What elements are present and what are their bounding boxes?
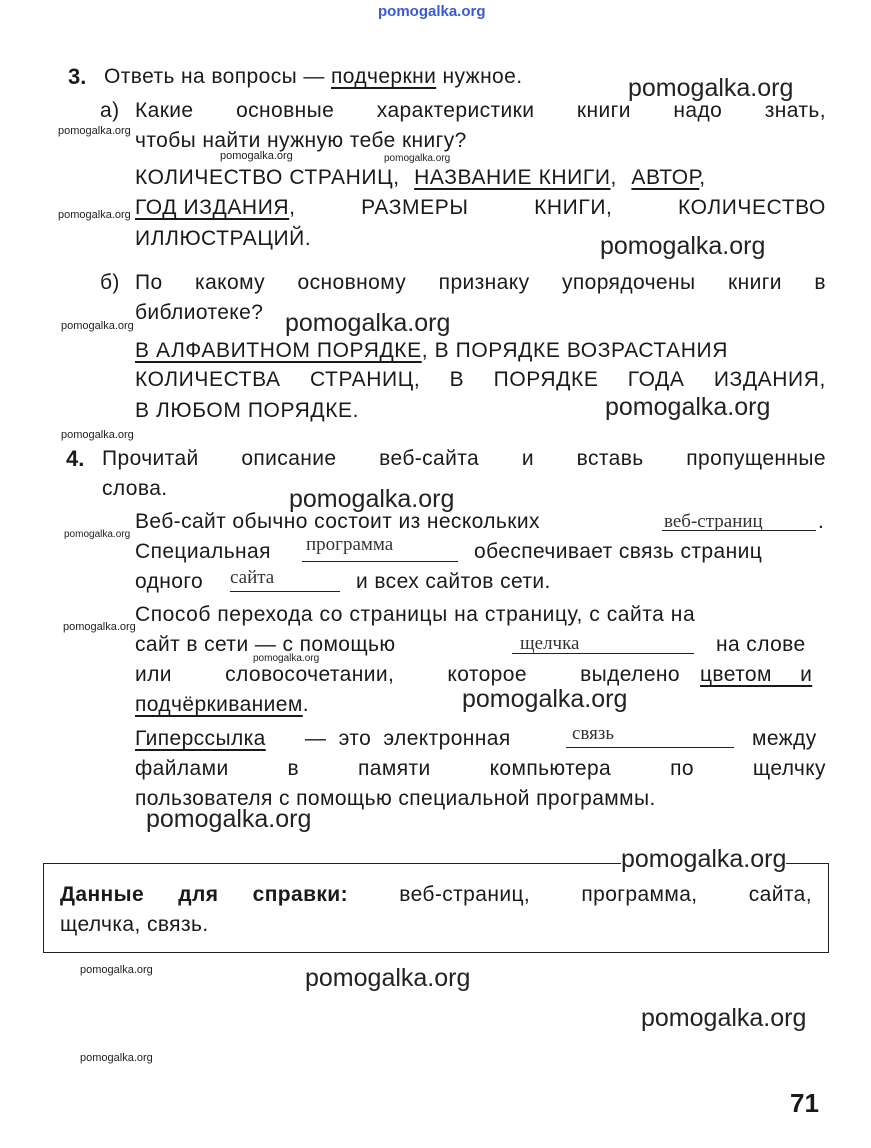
task3a-answer-line1	[135, 166, 706, 190]
p2-line3	[135, 664, 680, 685]
word: и	[521, 447, 534, 470]
word: книги	[576, 99, 631, 122]
task3b-answer-line2	[135, 369, 826, 390]
handwritten-answer-3: сайта	[230, 567, 275, 588]
word: признаку	[438, 271, 530, 294]
reference-line1	[60, 884, 812, 905]
page-number: 71	[790, 1088, 819, 1118]
word: Прочитай	[102, 447, 199, 470]
handwritten-answer-5: связь	[572, 723, 615, 744]
answer-text: РАЗМЕРЫ	[361, 196, 469, 219]
watermark-small: pomogalka.org	[384, 153, 451, 164]
word: компьютера	[489, 757, 612, 780]
answer-underlined: В АЛФАВИТНОМ ПОРЯДКЕ	[135, 339, 422, 362]
word: какому	[195, 271, 266, 294]
word: памяти	[358, 757, 431, 780]
answer-text: ГОДА	[627, 368, 685, 391]
p1-line2-b	[474, 541, 826, 562]
word: Какие	[135, 99, 194, 122]
word: или	[135, 663, 172, 686]
answer-text: КОЛИЧЕСТВО	[678, 196, 826, 219]
reference-word: программа,	[581, 883, 698, 906]
answer-text: , В ПОРЯДКЕ ВОЗРАСТАНИЯ	[421, 339, 728, 362]
p3-line2	[135, 758, 826, 779]
word: которое	[447, 663, 527, 686]
word: По	[135, 271, 163, 294]
watermark-small: pomogalka.org	[63, 621, 136, 633]
blank-5[interactable]	[566, 747, 734, 748]
p2-line2-a: сайт в сети — с помощью	[135, 633, 396, 656]
reference-label: Данные для справки:	[60, 883, 349, 906]
word: вставь	[576, 447, 644, 470]
p1-line1-end: .	[818, 510, 825, 533]
answer-text: ,	[699, 166, 706, 189]
task3b-answer-line3: В ЛЮБОМ ПОРЯДКЕ.	[135, 399, 360, 422]
reference-word: веб-страниц,	[399, 883, 531, 906]
task3b-label: б)	[100, 271, 120, 294]
answer-text: ,	[610, 166, 617, 189]
task3a-label: а)	[100, 99, 120, 122]
answer-text: КНИГИ,	[534, 196, 613, 219]
watermark-small: pomogalka.org	[61, 429, 134, 441]
watermark-small: pomogalka.org	[58, 209, 131, 221]
reference-word: сайта,	[748, 883, 812, 906]
answer-text: ИЗДАНИЯ,	[713, 368, 826, 391]
text: .	[302, 693, 309, 716]
answer-text: ПОРЯДКЕ	[493, 368, 599, 391]
underlined-word: подчёркиванием	[135, 693, 303, 716]
task3-title-part1: Ответь на вопросы —	[104, 65, 325, 88]
word: упорядочены	[561, 271, 696, 294]
watermark: pomogalka.org	[600, 232, 766, 260]
p3-line1-a: — это электронная	[305, 727, 511, 750]
word: характеристики	[376, 99, 535, 122]
p2-line3-underlined: цветом и	[700, 663, 813, 686]
watermark: pomogalka.org	[305, 964, 471, 992]
word: описание	[241, 447, 337, 470]
word: основному	[297, 271, 407, 294]
word: файлами	[135, 757, 229, 780]
p2-line4	[135, 694, 309, 715]
watermark: pomogalka.org	[605, 393, 771, 421]
task3-title-part2: нужное.	[442, 65, 523, 88]
answer-underlined: ГОД ИЗДАНИЯ	[135, 196, 290, 219]
watermark-small: pomogalka.org	[58, 125, 131, 137]
word: основные	[236, 99, 335, 122]
task3-title	[104, 66, 522, 87]
p1-line3-b: и всех сайтов сети.	[356, 570, 551, 593]
p3-line3: пользователя с помощью специальной программы.	[135, 787, 656, 810]
p3-line1-b: между	[752, 727, 817, 750]
task3a-answer-line2	[135, 197, 826, 218]
handwritten-answer-4: щелчка	[520, 633, 580, 654]
answer-text: В	[449, 368, 465, 391]
word: знать,	[764, 99, 826, 122]
task3a-question-line1	[135, 100, 826, 121]
task3a-question-line2: чтобы найти нужную тебе книгу?	[135, 129, 467, 152]
watermark: pomogalka.org	[641, 1004, 807, 1032]
p1-line1: Веб-сайт обычно состоит из нескольких	[135, 510, 540, 533]
task3-number: 3.	[68, 64, 87, 89]
reference-box	[43, 863, 829, 953]
handwritten-answer-1: веб-страниц	[664, 511, 763, 532]
blank-2[interactable]	[302, 561, 458, 562]
watermark-top: pomogalka.org	[378, 3, 486, 20]
watermark: pomogalka.org	[621, 845, 787, 873]
watermark-small: pomogalka.org	[64, 529, 131, 540]
task4-title-line2: слова.	[102, 477, 168, 500]
answer-underlined: АВТОР	[631, 166, 700, 189]
word: веб-сайта	[379, 447, 480, 470]
answer-text: КОЛИЧЕСТВА	[135, 368, 281, 391]
task3b-answer-line1	[135, 339, 728, 363]
word: в	[814, 271, 826, 294]
watermark-small: pomogalka.org	[220, 150, 293, 162]
p2-line2-b: на слове	[716, 633, 806, 656]
task3-title-underlined: подчеркни	[330, 65, 437, 88]
answer-text: КОЛИЧЕСТВО СТРАНИЦ,	[135, 166, 400, 189]
task4-title-line1	[102, 448, 826, 469]
word: по	[670, 757, 694, 780]
watermark-small: pomogalka.org	[80, 1052, 153, 1064]
task3b-question-line2: библиотеке?	[135, 301, 264, 324]
watermark: pomogalka.org	[628, 74, 794, 102]
answer-text: СТРАНИЦ,	[309, 368, 421, 391]
text: обеспечивает связь страниц	[474, 540, 763, 563]
word: щелчку	[752, 757, 826, 780]
p3-hyperlink-term: Гиперссылка	[135, 727, 266, 750]
task3a-answer-line3: ИЛЛЮСТРАЦИЙ.	[135, 227, 312, 250]
answer-underlined: НАЗВАНИЕ КНИГИ	[414, 166, 611, 189]
blank-3[interactable]	[230, 591, 340, 592]
word: книги	[727, 271, 782, 294]
watermark-small: pomogalka.org	[253, 653, 320, 664]
word: пропущенные	[686, 447, 826, 470]
watermark: pomogalka.org	[289, 485, 455, 513]
word: выделено	[580, 663, 680, 686]
handwritten-answer-2: программа	[306, 534, 394, 555]
reference-line2: щелчка, связь.	[60, 913, 209, 936]
watermark: pomogalka.org	[146, 805, 312, 833]
p1-line2-a: Специальная	[135, 540, 271, 563]
watermark-small: pomogalka.org	[80, 964, 153, 976]
p2-line1: Способ перехода со страницы на страницу, с сайта на	[135, 603, 696, 626]
answer-text: ,	[289, 196, 296, 219]
watermark: pomogalka.org	[285, 309, 451, 337]
p1-line3-a: одного	[135, 570, 204, 593]
word: в	[287, 757, 300, 780]
watermark: pomogalka.org	[462, 685, 628, 713]
word: надо	[673, 99, 723, 122]
task4-number: 4.	[66, 446, 85, 471]
word: словосочетании,	[225, 663, 395, 686]
watermark-small: pomogalka.org	[61, 320, 134, 332]
task3b-question-line1	[135, 272, 826, 293]
